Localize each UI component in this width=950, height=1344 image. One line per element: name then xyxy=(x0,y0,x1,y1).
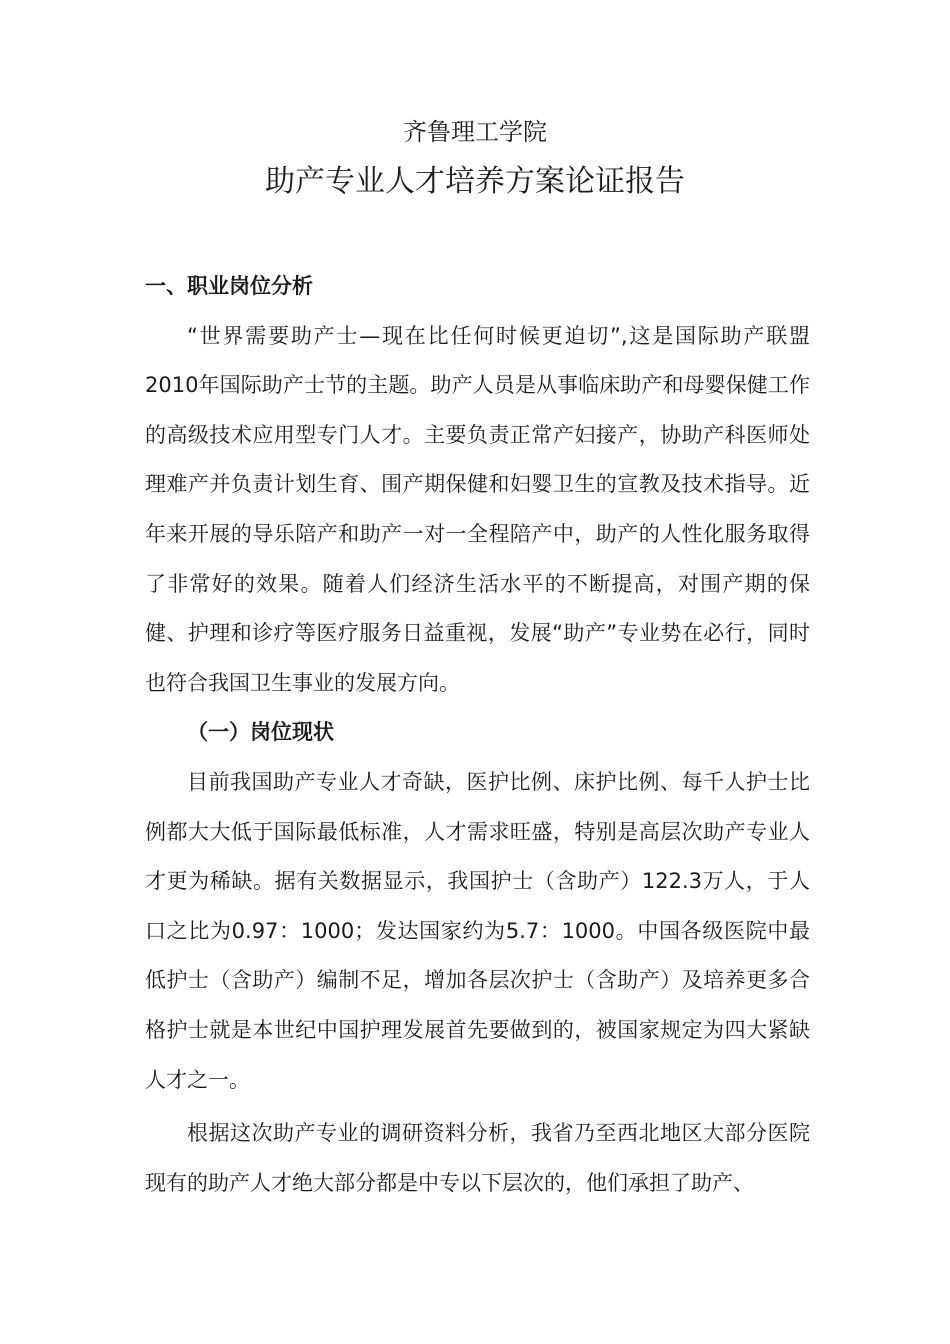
paragraph-job-status: 目前我国助产专业人才奇缺，医护比例、床护比例、每千人护士比例都大大低于国际最低标准，人才需求旺盛，特别是高层次助产专业人才更为稀缺。据有关数据显示，我国护士（含助产）122.3万人，于人口之比为0.97：1000；发达国家约为5.7：1000。中国各级医院中最低护士（含助产）编制不足，增加各层次护士（含助产）及培养更多合格护士就是本世纪中国护理发展首先要做到的，被国家规定为四大紧缺人才之一。 xyxy=(145,769,810,1092)
school-name: 齐鲁理工学院 xyxy=(403,118,547,146)
paragraph-introduction: “世界需要助产士—现在比任何时候更迫切”,这是国际助产联盟2010年国际助产士节的主题。助产人员是从事临床助产和母婴保健工作的高级技术应用型专门人才。主要负责正常产妇接产，协助产科医师处理难产并负责计划生育、围产期保健和妇婴卫生的宣教及技术指导。近年来开展的导乐陪产和助产一对一全程陪产中，助产的人性化服务取得了非常好的效果。随着人们经济生活水平的不断提高，对围产期的保健、护理和诊疗等医疗服务日益重视，发展“助产”专业势在必行，同时也符合我国卫生事业的发展方向。 xyxy=(145,323,810,695)
report-title: 助产专业人才培养方案论证报告 xyxy=(265,164,685,199)
subsection-heading-job-status: （一）岗位现状 xyxy=(187,720,334,745)
paragraph-survey-analysis: 根据这次助产专业的调研资料分析，我省乃至西北地区大部分医院现有的助产人才绝大部分都是中专以下层次的，他们承担了助产、 xyxy=(145,1121,810,1195)
document-body xyxy=(145,262,810,1208)
section-heading-job-analysis: 一、职业岗位分析 xyxy=(145,274,313,298)
